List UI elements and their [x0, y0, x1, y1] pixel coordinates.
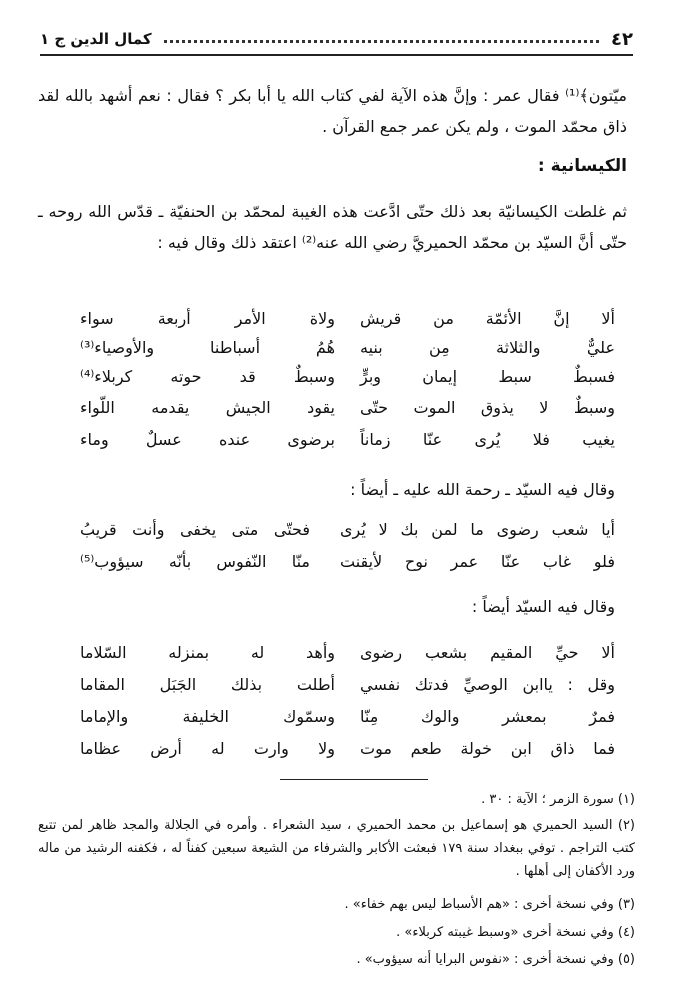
verse-first-hemistich: عليٌّ والثلاثة مِن بنيه — [360, 338, 615, 357]
verse-second-hemistich: فحتّى متى يخفى وأنت قريبُ — [80, 520, 310, 539]
running-header — [40, 24, 633, 56]
header-dotted-leader — [164, 40, 599, 43]
verse-line — [80, 309, 615, 337]
footnote-4: (٤) وفي نسخة أخرى «وسبط غيبته كربلاء» . — [396, 925, 635, 940]
verse-first-hemistich: فما ذاق ابن خولة طعم موت — [360, 739, 615, 758]
footnote-2: (٢) السيد الحميري هو إسماعيل بن محمد الحميري ، سيد الشعراء . وأمره في الجلالة والمجد ظاهر لمن تتبع كتب التراجم . توفي ببغداد سنة ١٧٩ فبعثت الأكابر والشرفاء من الشيعة سبعين كفناً له ، فكفنه الرشيد من ماله ورد الأكفان إلى أهلها . — [38, 818, 635, 879]
verse-line — [80, 398, 615, 426]
verse-second-hemistich: وسمّوك الخليفة والإماما — [80, 707, 335, 726]
verse-second-hemistich: ولاة الأمر أربعة سواء — [80, 309, 335, 328]
poem-intro: وقال فيه السيّد ـ رحمة الله عليه ـ أيضاً : — [350, 480, 615, 499]
paragraph-2: ثم غلطت الكيسانيّة بعد ذلك حتّى ادَّعت هذه الغيبة لمحمّد بن الحنفيّة ـ قدّس الله روحه ـ حتّى أنَّ السيّد بن محمّد الحميريَّ رضي الله عنه⁽²⁾ اعتقد ذلك وقال فيه : — [38, 202, 627, 252]
paragraph-1: ميّتون﴾⁽¹⁾ فقال عمر : وإنَّ هذه الآية لفي كتاب الله يا أبا بكر ؟ فقال : نعم أشهد بالله لقد ذاق محمّد الموت ، ولم يكن عمر جمع القرآن . — [38, 86, 627, 136]
verse-second-hemistich: هُمُ أسباطنا والأوصياء⁽³⁾ — [80, 338, 335, 357]
verse-line — [80, 338, 615, 366]
verse-line — [80, 675, 615, 703]
verse-second-hemistich: منّا النّفوس بأنّه سيؤوب⁽⁵⁾ — [80, 552, 310, 571]
verse-line — [80, 552, 615, 580]
footnote-separator — [280, 779, 428, 780]
verse-first-hemistich: ألا حيِّ المقيم بشعب رضوى — [360, 643, 615, 662]
footnote-1: (١) سورة الزمر ؛ الآية : ٣٠ . — [481, 792, 635, 807]
verse-second-hemistich: يقود الجيش يقدمه اللّواء — [80, 398, 335, 417]
verse-first-hemistich: وقل : ياابن الوصيِّ فدتك نفسي — [360, 675, 615, 694]
verse-first-hemistich: يغيب فلا يُرى عنّا زماناً — [360, 430, 615, 449]
verse-first-hemistich: فسبطٌ سبط إيمان وبرٍّ — [360, 367, 615, 386]
verse-second-hemistich: وسبطٌ قد حوته كربلاء⁽⁴⁾ — [80, 367, 335, 386]
verse-line — [80, 707, 615, 735]
verse-first-hemistich: أيا شعب رضوى ما لمن بك لا يُرى — [340, 520, 615, 539]
verse-first-hemistich: وسبطٌ لا يذوق الموت حتّى — [360, 398, 615, 417]
verse-first-hemistich: ألا إنَّ الأئمّة من قريش — [360, 309, 615, 328]
verse-first-hemistich: فلو غاب عنّا عمر نوح لأيقنت — [340, 552, 615, 571]
section-heading: الكيسانية : — [537, 156, 627, 176]
verse-line — [80, 643, 615, 671]
verse-line — [80, 367, 615, 395]
verse-line — [80, 520, 615, 548]
verse-second-hemistich: أطلت بذلك الجَبَل المقاما — [80, 675, 335, 694]
poem-intro: وقال فيه السيّد أيضاً : — [471, 597, 615, 616]
footnote-5: (٥) وفي نسخة أخرى : «نفوس البرايا أنه سيؤوب» . — [356, 952, 635, 967]
verse-line — [80, 739, 615, 767]
footnote-3: (٣) وفي نسخة أخرى : «هم الأسباط ليس بهم خفاء» . — [344, 897, 635, 912]
verse-second-hemistich: ولا وارت له أرض عظاما — [80, 739, 335, 758]
verse-line — [80, 430, 615, 458]
running-title: كمال الدين ج ١ — [40, 30, 152, 48]
verse-first-hemistich: فمرٌ بمعشر والوك مِنّا — [360, 707, 615, 726]
verse-second-hemistich: وأهد له بمنزله السّلاما — [80, 643, 335, 662]
page-number: ٤٢ — [611, 28, 633, 50]
verse-second-hemistich: برضوى عنده عسلٌ وماء — [80, 430, 335, 449]
